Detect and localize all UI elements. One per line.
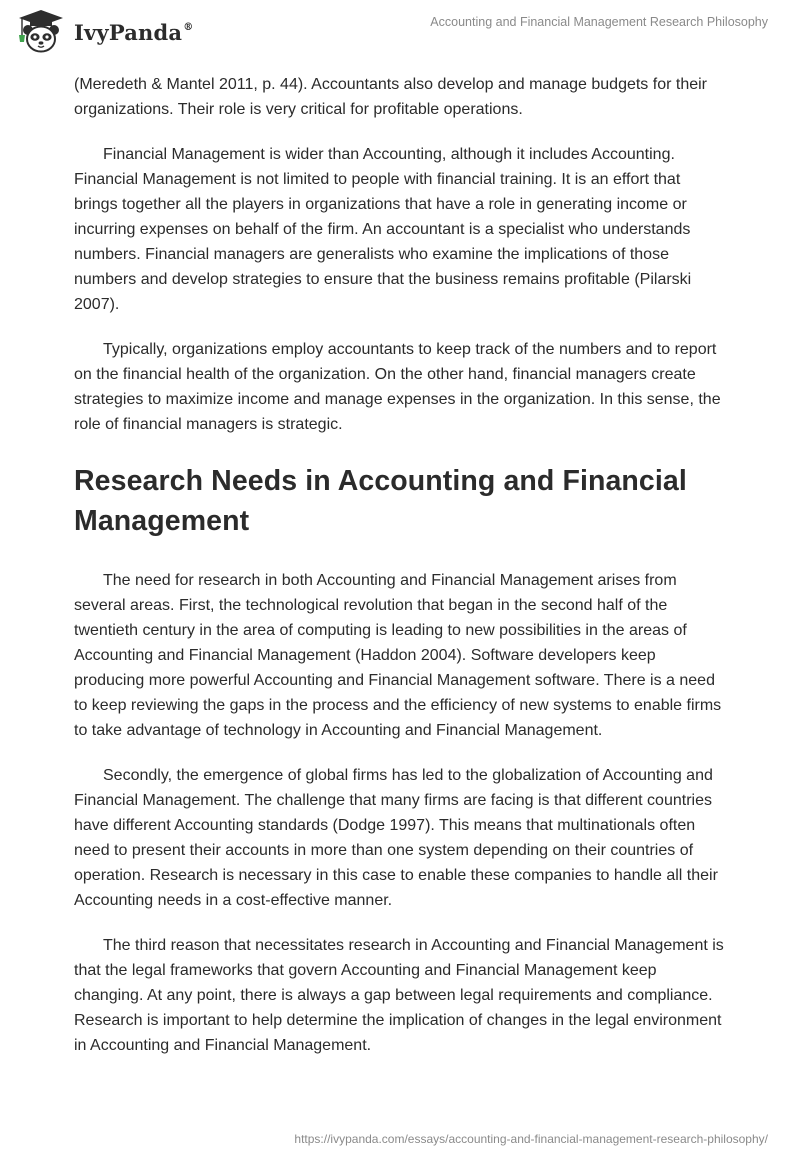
logo-wordmark [74, 20, 193, 45]
section-heading: Research Needs in Accounting and Financial Management [74, 465, 687, 537]
paragraph-technology-research: The need for research in both Accounting and Financial Management arises from several areas. First, the technological revolution that began in the second half of the twentieth century in the area of computing is leading to new possibilities in the areas of Accounting and Financial Management (Haddon 2004). Software developers keep producing more powerful Accounting and Financial Management software. There is a need to keep reviewing the gaps in the process and the efficiency of new systems to enable firms to take advantage of technology in Accounting and Financial Management. [74, 572, 722, 739]
paragraph-financial-management-scope: Financial Management is wider than Accounting, although it includes Accounting. Financial Management is not limited to people with financial training. It is an effort that brings together all the players in organizations that have a role in generating income or incurring expenses on behalf of the firm. An accountant is a specialist who understands numbers. Financial managers are generalists who examine the implications of those numbers and develop strategies to ensure that the business remains profitable (Pilarski 2007). [74, 146, 692, 313]
paragraph-accountants-vs-managers: Typically, organizations employ accountants to keep track of the numbers and to report on the financial health of the organization. On the other hand, financial managers create strategies to maximize income and manage expenses in the organization. In this sense, the role of financial managers is strategic. [74, 341, 721, 433]
ivypanda-logo[interactable] [16, 9, 193, 53]
source-url[interactable]: https://ivypanda.com/essays/accounting-and-financial-management-research-philosophy/ [294, 1132, 768, 1146]
essay-body [74, 72, 726, 1078]
logo-text: IvyPanda [74, 19, 183, 45]
paragraph-legal-research: The third reason that necessitates research in Accounting and Financial Management is that the legal frameworks that govern Accounting and Financial Management keep changing. At any point, there is always a gap between legal requirements and compliance. Research is important to help determine the implication of changes in the legal environment in Accounting and Financial Management. [74, 937, 724, 1054]
panda-graduate-icon [16, 9, 66, 53]
paragraph-globalization-research: Secondly, the emergence of global firms has led to the globalization of Accounting and Financial Management. The challenge that many firms are facing is that different countries have different Accounting standards (Dodge 1997). This means that multinationals often need to present their accounts in more than one system depending on their countries of operation. Research is necessary in this case to enable these companies to handle all their Accounting needs in a cost-effective manner. [74, 767, 718, 909]
document-title: Accounting and Financial Management Research Philosophy [430, 15, 768, 29]
page-header [0, 0, 800, 70]
registered-mark: ® [183, 21, 194, 33]
paragraph-continuation: (Meredeth & Mantel 2011, p. 44). Accountants also develop and manage budgets for their organizations. Their role is very critical for profitable operations. [74, 76, 707, 118]
